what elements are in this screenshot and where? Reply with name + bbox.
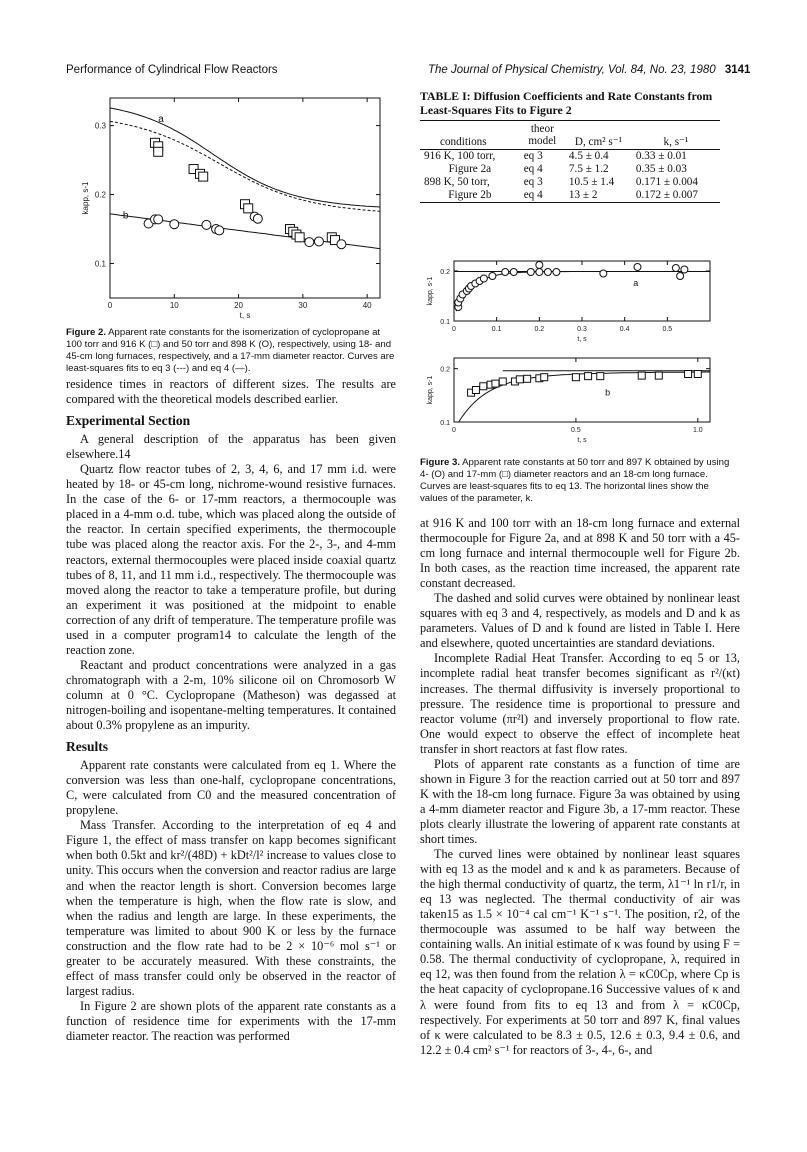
table-row [420, 163, 720, 176]
table-row [420, 176, 720, 189]
figure-2 [78, 88, 388, 328]
data-point [681, 266, 688, 273]
x-tick-label: 0 [452, 326, 456, 333]
figure-3-caption-text: Apparent rate constants at 50 torr and 897 K obtained by using 4- (O) and 17-mm (□) diameter reactors and an 18-cm long furnace. Curves are least-squares fits to eq 13. The horizontal lines show the values of the parameter, k. [420, 457, 730, 504]
x-tick-label: 40 [362, 301, 372, 310]
data-point [597, 373, 604, 380]
experimental-paragraph-2: Quartz flow reactor tubes of 2, 3, 4, 6, and 17 mm i.d. were heated by 18- or 45-cm long, nichrome-wound resistive furnaces. In the case of the 6- or 17-mm reactors, a thermocouple was placed in a 4-mm o.d. tube, which was placed along the outside of the reactor. In certain specified experiments, the thermocouple tube was placed along the reactor axis. For the 2-, 3-, and 4-mm reactors, external thermocouples were placed inside coaxial quartz tubes of 8, 11, and 11 mm i.d., respectively. The thermocouple was moved along the reactor to take a temperature profile, but during an experiment it was positioned at the midpoint to enable correction of any drift of temperature. The temperature profile was used in a computer program14 to calculate the length of the reaction zone. [66, 462, 396, 657]
intro-paragraph: residence times in reactors of different sizes. The results are compared with the theoretical models described earlier. [66, 377, 396, 407]
data-point [524, 375, 531, 382]
figure-3b-chart [420, 352, 720, 452]
data-point [544, 269, 551, 276]
y-tick-label: 0.3 [94, 121, 106, 131]
figure-3a [420, 253, 720, 345]
table-header-D: D, cm² s⁻¹ [574, 136, 622, 148]
series-label-a: a [158, 114, 164, 126]
right-paragraph-2: The dashed and solid curves were obtained by nonlinear least squares with eq 3 and 4, respectively, as models and D and k as parameters. Values of D and k found are listed in Table I. Here and elsewhere, quoted uncertainties are standard deviations. [420, 591, 740, 651]
data-point [480, 275, 487, 282]
x-tick-label: 0.4 [619, 326, 630, 333]
data-point [472, 387, 479, 394]
figure-2-chart [78, 88, 388, 328]
data-point [510, 269, 517, 276]
table-cell: eq 3 [523, 176, 543, 188]
data-point [170, 220, 179, 229]
y-tick-label: 0.2 [94, 190, 106, 200]
table-header-theor: theor [530, 123, 554, 135]
panel-label-b: b [605, 387, 611, 398]
running-head-left: Performance of Cylindrical Flow Reactors [66, 64, 278, 76]
results-paragraph-2: Mass Transfer. According to the interpretation of eq 4 and Figure 1, the effect of mass transfer on kapp becomes significant when both 0.5kt and kr²/(48D) + kDt²/l² increase to values close to unity. This occurs when the conversion and reactor radius are large and when the reactor length is short. Conversion becomes large when the temperature is high, when the flow rate is slow, and when the radius and length are large. In these experiments, the temperature was limited to about 900 K or less by the furnace construction and the flow rate had to be 2 × 10⁻⁶ mol s⁻¹ or greater to be accurately measured. With these constraints, the effect of mass transfer could only be observed in the reactor of largest radius. [66, 818, 396, 998]
data-point [541, 374, 548, 381]
panel-label-a: a [633, 278, 639, 288]
data-point [337, 240, 346, 249]
y-tick-label: 0.1 [440, 319, 450, 326]
data-point [536, 262, 543, 269]
y-tick-label: 0.1 [440, 420, 450, 427]
table-cell: 4.5 ± 0.4 [568, 150, 609, 162]
table-header-model-label: model [528, 135, 557, 147]
table-row [420, 189, 720, 203]
table-1 [420, 90, 720, 203]
table-cell: 10.5 ± 1.4 [568, 176, 615, 188]
x-axis-label: t, s [239, 311, 251, 320]
results-heading: Results [66, 739, 109, 755]
table-cell: eq 4 [523, 189, 543, 201]
fit-curve-a-eq3 [110, 121, 380, 211]
right-paragraph-4: Plots of apparent rate constants as a function of time are shown in Figure 3 for the reaction carried out at 50 torr and 897 K with the 18-cm long furnace. Figure 3a was obtained by using a 4-mm diameter reactor and Figure 3b, a 17-mm reactor. These plots clearly illustrate the lowering of apparent rate constants at short times. [420, 756, 740, 846]
plot-frame [110, 98, 380, 298]
table-cell: eq 4 [523, 163, 543, 175]
journal-citation: The Journal of Physical Chemistry, Vol. 84, No. 23, 1980 [428, 64, 716, 76]
data-point [502, 269, 509, 276]
series-label-b: b [122, 210, 129, 222]
table-header-k: k, s⁻¹ [663, 136, 689, 148]
fit-curve-a-eq4 [110, 108, 380, 207]
page-number: 3141 [724, 64, 751, 76]
figure-3-caption-label: Figure 3. [420, 457, 460, 468]
x-tick-label: 0.1 [491, 326, 502, 333]
data-point [694, 371, 701, 378]
x-axis-label: t, s [577, 336, 587, 343]
y-tick-label: 0.2 [440, 269, 450, 276]
results-paragraph-1: Apparent rate constants were calculated from eq 1. Where the conversion was less than one-half, cyclopropane concentrations, C, were calculated from C0 and the measured concentration of propylene. [66, 758, 396, 818]
results-paragraph-3: In Figure 2 are shown plots of the apparent rate constants as a function of residence time for experiments with the 17-mm diameter reactor. The reaction was performed [66, 998, 396, 1043]
y-tick-label: 0.2 [440, 366, 450, 374]
data-point [677, 273, 684, 280]
y-axis-label: kapp, s-1 [81, 181, 90, 215]
table-cell: 0.171 ± 0.004 [635, 176, 698, 188]
x-tick-label: 20 [234, 301, 244, 310]
table-1-title: TABLE I: Diffusion Coefficients and Rate Constants from Least-Squares Fits to Figure 2 [420, 89, 713, 117]
data-point [253, 214, 262, 223]
data-point [480, 383, 487, 390]
x-tick-label: 0.3 [577, 326, 587, 333]
running-head-right [428, 64, 750, 76]
data-point [553, 269, 560, 276]
figure-3a-chart [420, 253, 720, 345]
table-cell: 0.172 ± 0.007 [635, 189, 698, 201]
data-point [215, 226, 224, 235]
right-paragraph-1: at 916 K and 100 torr with an 18-cm long furnace and external thermocouple for Figure 2a, and at 898 K and 50 torr with a 45-cm long furnace and internal thermocouple well for Figure 2b. In both cases, as the reaction time increased, the apparent rate constant decreased. [420, 516, 740, 591]
data-point [154, 215, 163, 224]
y-axis-label: kapp, s-1 [427, 375, 434, 405]
data-point [199, 172, 208, 181]
data-point [492, 380, 499, 387]
data-point [305, 238, 314, 247]
data-point [244, 204, 253, 213]
x-tick-label: 0.2 [534, 326, 545, 333]
data-point [685, 371, 692, 378]
right-column [420, 516, 740, 1058]
data-point [585, 373, 592, 380]
table-header-model [520, 121, 565, 150]
data-point [536, 269, 543, 276]
data-point [154, 147, 163, 156]
left-column [66, 377, 396, 1044]
table-cell: Figure 2a [448, 163, 492, 175]
table-row [420, 150, 720, 164]
data-point [655, 372, 662, 379]
data-point [314, 237, 323, 246]
right-paragraph-5: The curved lines were obtained by nonlinear least squares with eq 13 as the model and κ and k as parameters. Because of the high thermal conductivity of quartz, the term, λ1⁻¹ ln r1/r, in eq 13 was neglected. The thermal conductivity of air was taken15 as 1.5 × 10⁻⁴ cal cm⁻¹ K⁻¹ s⁻¹. The position, r2, of the thermocouple was assumed to be half way between the containing walls. An initial estimate of κ was found by using F = 0.58. The thermal conductivity of cyclopropane, λ, required in eq 12, was then found from the relation λ = κC0Cp, where Cp is the heat capacity of cyclopropane.16 Successive values of κ and λ were found from fits to eq 13 and from λ = κC0Cp, respectively. For experiments at 50 torr and 897 K, final values of κ were calculated to be 8.3 ± 0.5, 12.6 ± 0.3, 9.4 ± 0.6, and 12.2 ± 0.4 cm² s⁻¹ for reactors of 3-, 4-, 6-, and [420, 847, 740, 1057]
data-point [527, 269, 534, 276]
table-cell: 916 K, 100 torr, [424, 150, 496, 162]
data-point [499, 378, 506, 385]
data-point [516, 376, 523, 383]
x-tick-label: 30 [298, 301, 308, 310]
table-1-grid [420, 120, 720, 203]
data-point [634, 264, 641, 271]
experimental-paragraph-1: A general description of the apparatus has been given elsewhere.14 [66, 432, 396, 462]
experimental-heading: Experimental Section [66, 413, 191, 429]
data-point [638, 372, 645, 379]
table-cell: eq 3 [523, 150, 543, 162]
plot-frame [454, 261, 710, 321]
x-tick-label: 0 [452, 427, 456, 434]
table-cell: 13 ± 2 [568, 189, 598, 201]
right-paragraph-3: Incomplete Radial Heat Transfer. According to eq 5 or 13, incomplete radial heat transfer becomes significant as r²/(κt) increases. The thermal diffusivity is inversely proportional to pressure. The residence time is proportional to pressure and reactor volume (πr²l) and inversely proportional to flow rate. One would expect to observe the effect of incomplete heat transfer in short reactors at fast flow rates. [420, 651, 740, 756]
data-point [600, 270, 607, 277]
figure-3-caption [420, 457, 738, 505]
x-tick-label: 10 [169, 301, 179, 310]
table-cell: 0.33 ± 0.01 [635, 150, 687, 162]
table-cell: 0.35 ± 0.03 [635, 163, 687, 175]
figure-3b [420, 352, 720, 452]
data-point [295, 233, 304, 242]
x-tick-label: 1.0 [692, 427, 703, 434]
x-axis-label: t, s [577, 437, 587, 444]
data-point [202, 220, 211, 229]
experimental-paragraph-3: Reactant and product concentrations were analyzed in a gas chromatograph with a 2-m, 10% silicone oil on Chromosorb W column at 0 °C. Cyclopropane (Matheson) was degassed at nitrogen-boiling and isopentane-melting temperatures. It contained about 0.3% propylene as an impurity. [66, 657, 396, 733]
table-cell: 7.5 ± 1.2 [568, 163, 609, 175]
figure-2-caption-label: Figure 2. [66, 327, 106, 338]
data-point [672, 265, 679, 272]
figure-2-caption-text: Apparent rate constants for the isomerization of cyclopropane at 100 torr and 916 K (□) and 50 torr and 898 K (O), respectively, using 18- and 45-cm long furnaces, respectively, and a 17-mm diameter reactor. Curves are least-squares fits to eq 3 (---) and eq 4 (—). [66, 327, 395, 374]
y-axis-label: kapp, s-1 [427, 276, 434, 306]
x-tick-label: 0.5 [662, 326, 673, 333]
table-cell: Figure 2b [448, 189, 492, 201]
x-tick-label: 0.5 [571, 427, 581, 434]
y-tick-label: 0.1 [94, 259, 106, 269]
data-point [489, 273, 496, 280]
figure-2-caption [66, 327, 396, 375]
data-point [572, 374, 579, 381]
table-header-conditions: conditions [440, 136, 487, 148]
x-tick-label: 0 [107, 301, 113, 310]
table-cell: 898 K, 50 torr, [424, 176, 490, 188]
